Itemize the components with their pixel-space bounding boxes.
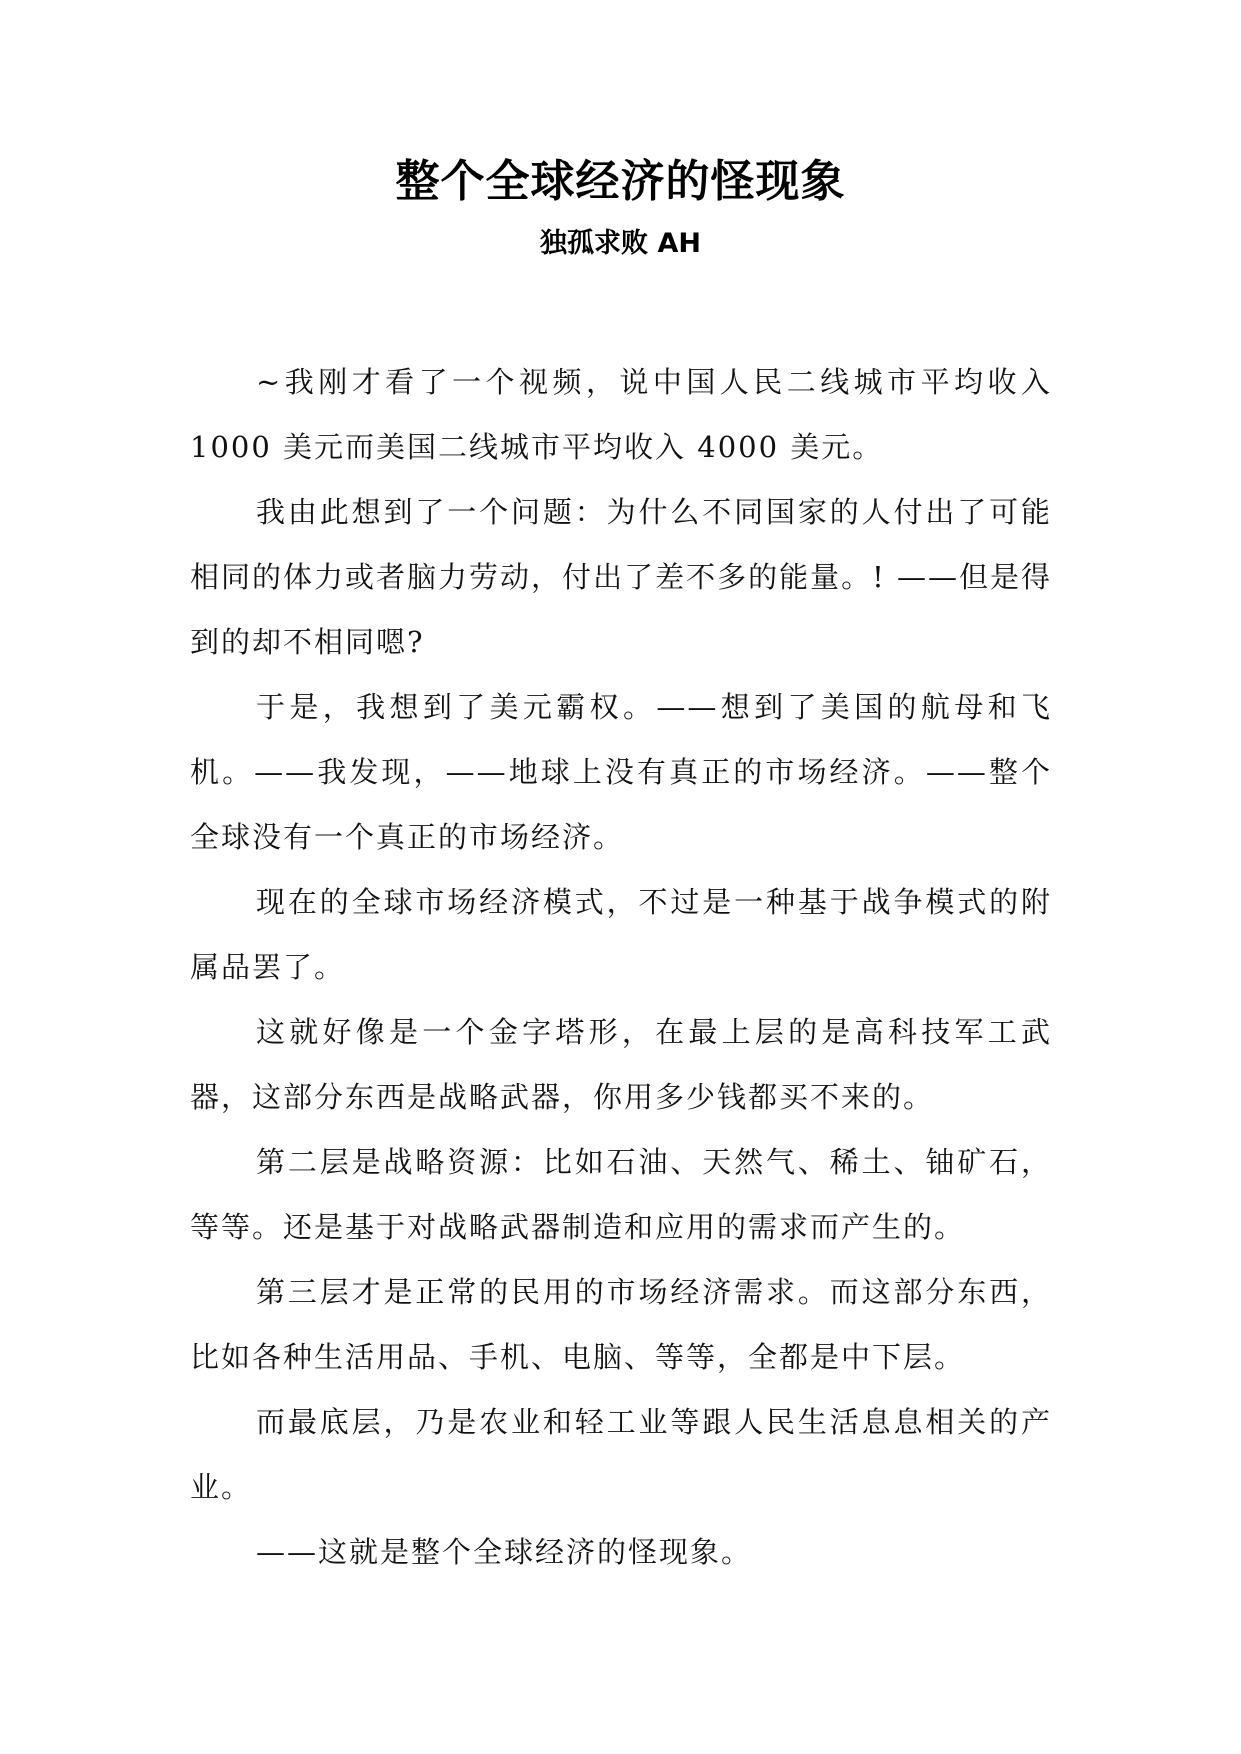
paragraph: 第二层是战略资源：比如石油、天然气、稀土、铀矿石，等等。还是基于对战略武器制造和应用的需求而产生的。 [190,1145,1052,1244]
document-body [190,350,1052,1585]
document-title: 整个全球经济的怪现象 [395,156,846,207]
paragraph: ~我刚才看了一个视频，说中国人民二线城市平均收入1000 美元而美国二线城市平均收入 4000 美元。 [190,365,1052,464]
paragraph: 而最底层，乃是农业和轻工业等跟人民生活息息相关的产业。 [190,1405,1052,1504]
paragraph: 第三层才是正常的民用的市场经济需求。而这部分东西，比如各种生活用品、手机、电脑、等等，全都是中下层。 [190,1275,1052,1374]
paragraph: 现在的全球市场经济模式，不过是一种基于战争模式的附属品罢了。 [190,885,1052,984]
paragraph: 我由此想到了一个问题：为什么不同国家的人付出了可能相同的体力或者脑力劳动，付出了差不多的能量。! ——但是得到的却不相同嗯? [190,495,1052,659]
paragraph: 于是，我想到了美元霸权。——想到了美国的航母和飞机。——我发现，——地球上没有真正的市场经济。——整个全球没有一个真正的市场经济。 [190,690,1052,854]
paragraph: ——这就是整个全球经济的怪现象。 [256,1535,753,1569]
paragraph: 这就好像是一个金字塔形，在最上层的是高科技军工武器，这部分东西是战略武器，你用多少钱都买不来的。 [190,1015,1052,1114]
document-author: 独孤求败 AH [540,228,701,259]
